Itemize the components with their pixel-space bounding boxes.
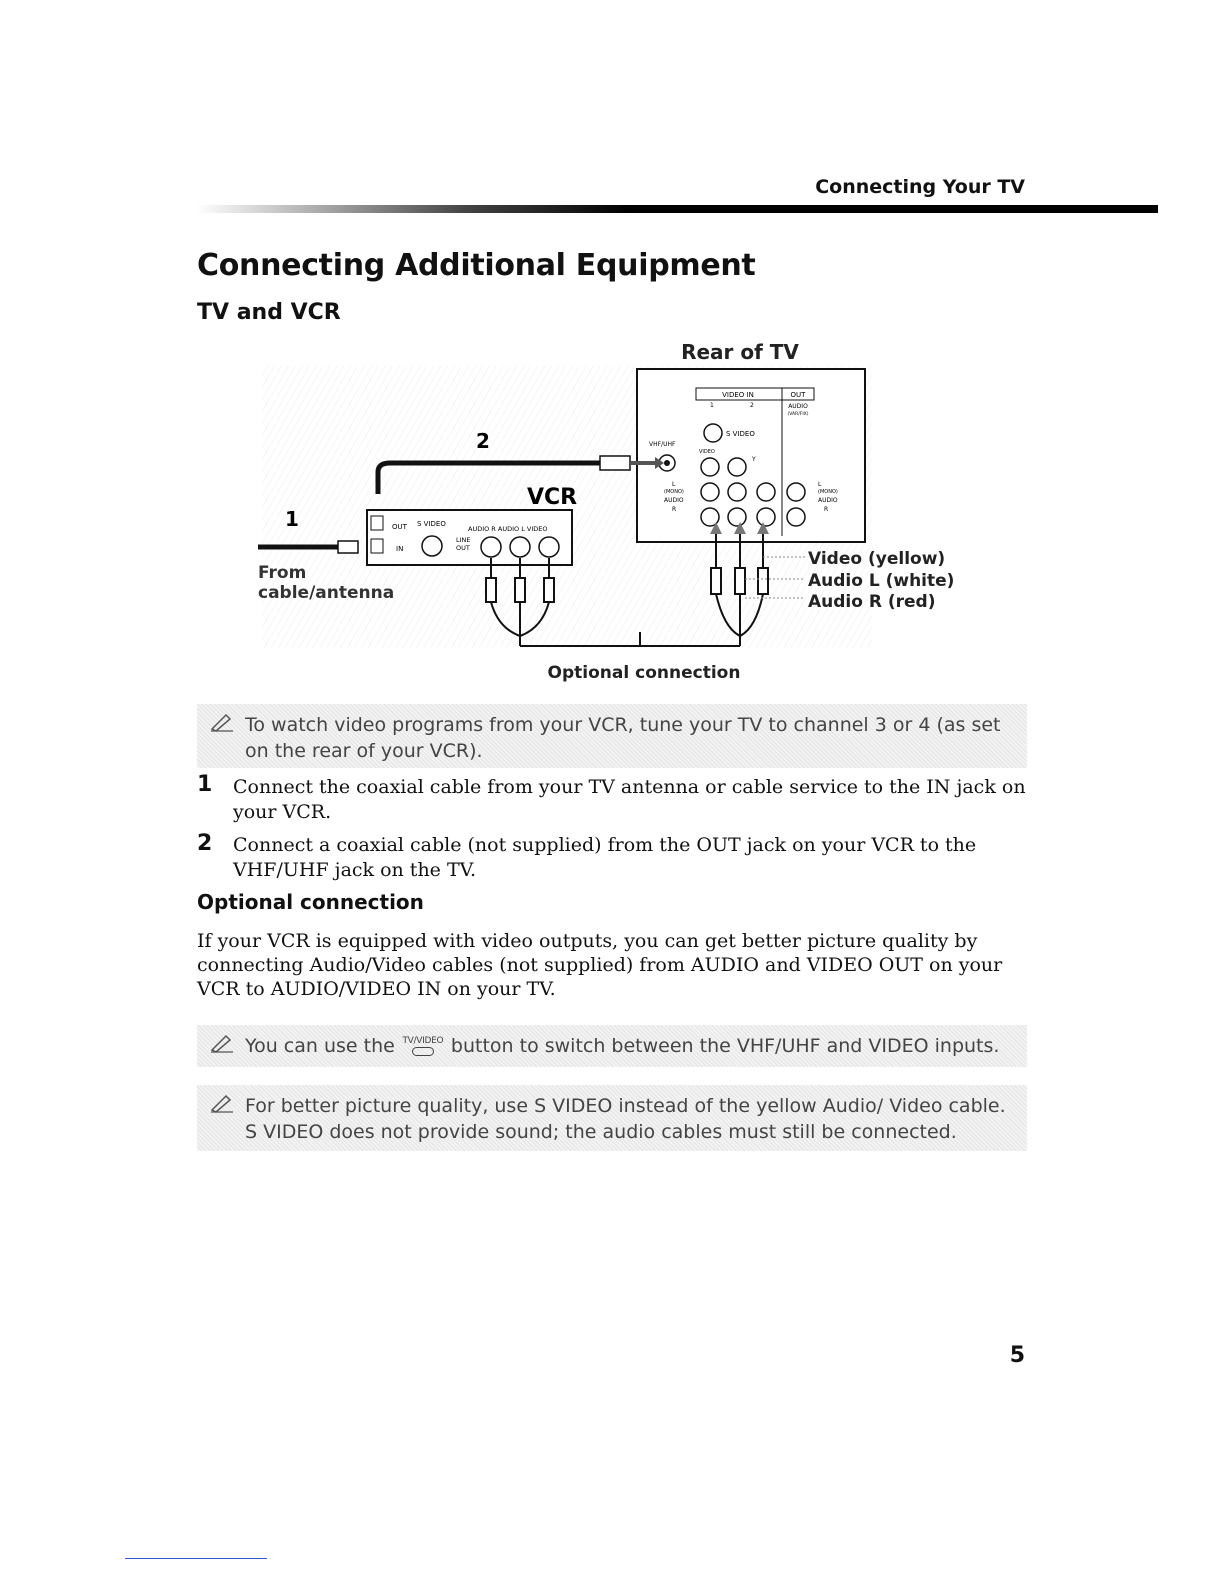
tv-mono-label: (MONO) [664, 489, 684, 495]
vcr-audio-r-jack [481, 537, 501, 557]
tv-video-jack-2 [728, 458, 746, 476]
audio-l-white-label: Audio L (white) [808, 571, 955, 591]
note-vcr-channel [197, 704, 1027, 768]
tv-out-r-label: R [824, 506, 829, 513]
audio-out-label: AUDIO [788, 403, 808, 410]
step-1-number: 1 [197, 772, 213, 797]
header-rule [196, 205, 1158, 213]
note-pen-icon [209, 712, 235, 732]
vcr-line-label: LINE [456, 536, 471, 544]
vcr-audio-l-jack [510, 537, 530, 557]
tv-y-label: Y [752, 456, 756, 463]
cable-2-connector [600, 456, 630, 470]
note-pen-icon [209, 1093, 235, 1113]
vcr-out-label: OUT [392, 523, 407, 531]
tv-rear-panel [637, 369, 865, 542]
note-text: For better picture quality, use S VIDEO instead of the yellow Audio/ Video cable. S VIDEO does not provide sound; the audio cables must still be connected. [245, 1095, 1006, 1143]
tv-s-video-jack [704, 424, 722, 442]
page-title: Connecting Additional Equipment [197, 248, 756, 283]
cable-antenna-label: cable/antenna [258, 583, 395, 603]
step-2-text: Connect a coaxial cable (not supplied) from the OUT jack on your VCR to the VHF/UHF jack on the TV. [233, 834, 977, 881]
vhf-uhf-label: VHF/UHF [649, 441, 676, 448]
page-number: 5 [1009, 1343, 1025, 1368]
tv-audio-label: AUDIO [664, 497, 684, 504]
var-fix-label: (VAR/FIX) [787, 412, 809, 417]
tv-out-l-label: L [818, 481, 822, 488]
optional-connection-heading: Optional connection [197, 890, 424, 914]
from-label: From [258, 563, 307, 583]
tv-video-label: VIDEO [699, 449, 715, 455]
ch2-label: 2 [750, 402, 754, 409]
step-2-number: 2 [197, 831, 213, 856]
tv-audio-r-jack-2 [728, 508, 746, 526]
tv-audio-l-jack [701, 483, 719, 501]
connection-diagram [250, 336, 970, 696]
rear-of-tv-label: Rear of TV [681, 340, 799, 364]
tv-out-label: OUT [790, 391, 806, 399]
vcr-line-out-label: OUT [456, 544, 470, 552]
tv-video-button-label: TV/VIDEO [402, 1035, 444, 1046]
tv-video-button-icon [401, 1036, 445, 1058]
note-text: To watch video programs from your VCR, tune your TV to channel 3 or 4 (as set on the rear of your VCR). [245, 714, 1001, 762]
section-subtitle: TV and VCR [197, 300, 341, 325]
vcr-s-video-jack [422, 536, 442, 556]
note-tv-video-button [197, 1025, 1027, 1067]
tv-out-audio-label: AUDIO [818, 497, 838, 504]
tv-audio-l-jack-3 [757, 483, 775, 501]
footer-line [125, 1558, 267, 1559]
vcr-rear-panel [367, 510, 572, 565]
tv-out-mono-label: (MONO) [818, 489, 838, 495]
ch1-label: 1 [710, 402, 714, 409]
vcr-s-video-label: S VIDEO [417, 520, 446, 528]
section-header: Connecting Your TV [815, 176, 1025, 198]
vcr-label: VCR [526, 485, 578, 510]
vcr-video-jack [539, 537, 559, 557]
audio-r-red-label: Audio R (red) [808, 592, 936, 612]
tv-out-audio-l-jack [787, 483, 805, 501]
tv-audio-l-jack-2 [728, 483, 746, 501]
vcr-in-label: IN [396, 545, 404, 553]
video-yellow-label: Video (yellow) [808, 549, 946, 569]
tv-audio-r-jack-3 [757, 508, 775, 526]
tv-r-label: R [672, 506, 677, 513]
cable-1-connector [338, 541, 358, 553]
note-text-prefix: You can use the [245, 1035, 395, 1057]
note-pen-icon [209, 1033, 235, 1053]
step-1-text: Connect the coaxial cable from your TV antenna or cable service to the IN jack on your VCR. [233, 776, 1026, 823]
optional-connection-label: Optional connection [547, 663, 741, 683]
tv-out-audio-r-jack [787, 508, 805, 526]
tv-s-video-label: S VIDEO [726, 430, 755, 438]
cable-2-number: 2 [476, 429, 490, 453]
vcr-audio-video-label: AUDIO R AUDIO L VIDEO [468, 525, 548, 533]
cable-1-number: 1 [285, 507, 299, 531]
tv-l-label: L [672, 481, 676, 488]
tv-video-jack [701, 458, 719, 476]
optional-connection-text: If your VCR is equipped with video outputs, you can get better picture quality by connecting Audio/Video cables (not supplied) from AUDIO and VIDEO OUT on your VCR to AUDIO/VIDEO IN on your TV. [197, 930, 1003, 1000]
note-s-video [197, 1085, 1027, 1151]
video-in-label: VIDEO IN [722, 391, 754, 399]
note-text: button to switch between the VHF/UHF and VIDEO inputs. [450, 1035, 1000, 1057]
